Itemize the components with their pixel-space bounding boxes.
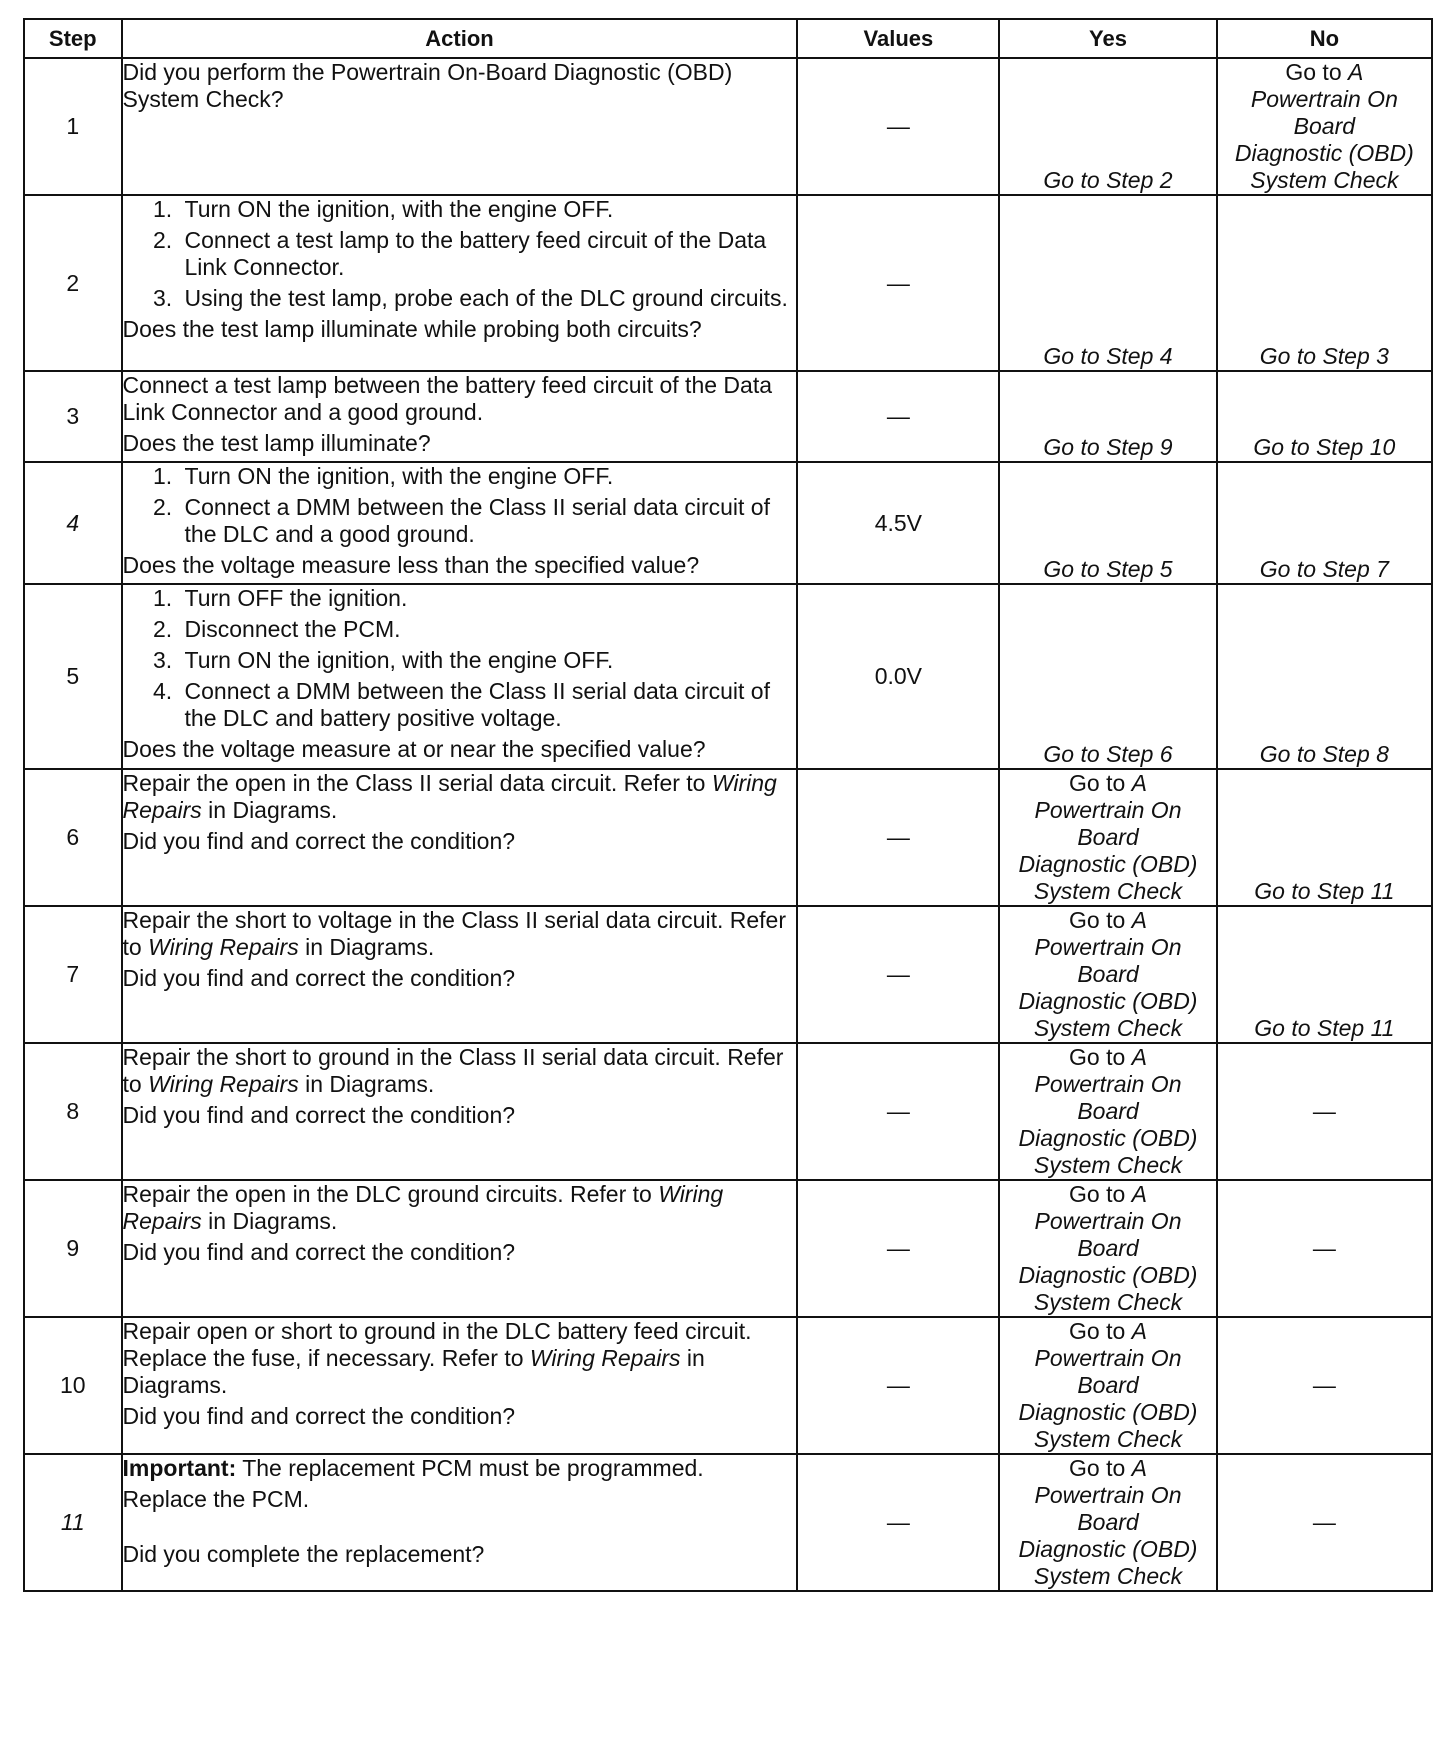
action-step-item: 3. Turn ON the ignition, with the engine OFF.	[179, 647, 797, 674]
action-cell	[122, 1043, 798, 1180]
action-text-pre: Repair the open in the DLC ground circuits. Refer to	[122, 1181, 659, 1207]
ref-line: Powertrain On	[1034, 797, 1182, 823]
table-row	[24, 195, 1432, 371]
action-cell	[122, 769, 798, 906]
value-cell: —	[797, 1043, 999, 1180]
step-number: 10	[24, 1317, 122, 1454]
ref-line: System Check	[1033, 1152, 1183, 1178]
action-text	[123, 1318, 797, 1399]
table-row	[24, 1043, 1432, 1180]
table-row	[24, 1454, 1432, 1591]
ref-line: Powertrain On	[1250, 86, 1398, 112]
action-question: Does the test lamp illuminate?	[122, 430, 431, 456]
ref-line: Board	[1077, 824, 1139, 850]
action-step-item: 1. Turn ON the ignition, with the engine OFF.	[179, 196, 797, 223]
step-number: 2	[24, 195, 122, 371]
ref-line: Diagnostic (OBD)	[1018, 988, 1198, 1014]
table-row	[24, 1317, 1432, 1454]
ref-a: A	[1131, 1181, 1147, 1207]
ref-line: System Check	[1033, 878, 1183, 904]
table-row	[24, 906, 1432, 1043]
action-text-post: in Diagrams.	[201, 797, 338, 823]
ref-line: System Check	[1033, 1015, 1183, 1041]
ref-go-to: Go to	[1069, 1044, 1126, 1070]
table-row	[24, 371, 1432, 462]
ref-a: A	[1131, 770, 1147, 796]
important-label: Important:	[122, 1455, 237, 1481]
action-step-item: 2. Connect a DMM between the Class II serial data circuit of the DLC and a good ground.	[179, 494, 797, 548]
table-row	[24, 584, 1432, 769]
value-cell: —	[797, 371, 999, 462]
yes-cell: Go to Step 2	[999, 58, 1216, 195]
wiring-repairs-reference: Wiring Repairs	[148, 934, 299, 960]
no-cell: —	[1217, 1043, 1432, 1180]
yes-cell: Go to Step 4	[999, 195, 1216, 371]
value-cell: —	[797, 769, 999, 906]
ref-a: A	[1131, 907, 1147, 933]
column-header-step: Step	[24, 19, 122, 58]
column-header-no: No	[1217, 19, 1432, 58]
ref-line: Powertrain On	[1034, 934, 1182, 960]
value-cell: —	[797, 1317, 999, 1454]
table-row	[24, 769, 1432, 906]
action-step-item: 1. Turn OFF the ignition.	[179, 585, 797, 612]
action-cell	[122, 1317, 798, 1454]
column-header-values: Values	[797, 19, 999, 58]
ref-go-to: Go to	[1069, 770, 1126, 796]
action-question: Does the test lamp illuminate while probing both circuits?	[122, 316, 702, 342]
action-question: Does the voltage measure less than the specified value?	[122, 552, 700, 578]
action-question: Did you perform the Powertrain On-Board Diagnostic (OBD) System Check?	[122, 59, 733, 112]
no-cell: Go to Step 10	[1217, 371, 1432, 462]
table-row	[24, 1180, 1432, 1317]
value-cell: —	[797, 1454, 999, 1591]
yes-cell	[999, 1043, 1216, 1180]
action-cell	[122, 58, 798, 195]
wiring-repairs-reference: Wiring Repairs	[122, 770, 777, 823]
ref-line: System Check	[1250, 167, 1399, 193]
action-question: Did you find and correct the condition?	[122, 828, 516, 854]
yes-cell: Go to Step 5	[999, 462, 1216, 584]
no-cell: Go to Step 3	[1217, 195, 1432, 371]
step-number: 11	[24, 1454, 122, 1591]
no-cell: Go to Step 7	[1217, 462, 1432, 584]
yes-cell: Go to Step 9	[999, 371, 1216, 462]
ref-a: A	[1348, 59, 1364, 85]
value-cell: 0.0V	[797, 584, 999, 769]
action-cell	[122, 906, 798, 1043]
value-cell: —	[797, 195, 999, 371]
step-number: 6	[24, 769, 122, 906]
ref-go-to: Go to	[1069, 1455, 1126, 1481]
no-cell: Go to Step 8	[1217, 584, 1432, 769]
ref-go-to: Go to	[1069, 907, 1126, 933]
ref-line: Board	[1077, 1235, 1139, 1261]
action-cell	[122, 584, 798, 769]
ref-line: Diagnostic (OBD)	[1018, 1262, 1198, 1288]
action-question: Does the voltage measure at or near the specified value?	[122, 736, 706, 762]
table-row	[24, 462, 1432, 584]
action-steps	[123, 585, 797, 732]
action-text	[123, 770, 797, 824]
ref-line: System Check	[1033, 1426, 1183, 1452]
action-question: Did you find and correct the condition?	[122, 1102, 516, 1128]
no-cell	[1217, 58, 1432, 195]
action-text	[123, 907, 797, 961]
ref-line: Powertrain On	[1034, 1071, 1182, 1097]
ref-go-to: Go to	[1069, 1318, 1126, 1344]
action-text-post: in Diagrams.	[122, 1345, 705, 1398]
step-number: 7	[24, 906, 122, 1043]
value-cell: —	[797, 1180, 999, 1317]
column-header-yes: Yes	[999, 19, 1216, 58]
action-step-item: 2. Connect a test lamp to the battery feed circuit of the Data Link Connector.	[179, 227, 797, 281]
diagnostic-table	[23, 18, 1433, 1592]
ref-a: A	[1131, 1044, 1147, 1070]
ref-go-to: Go to	[1285, 59, 1342, 85]
no-cell: —	[1217, 1317, 1432, 1454]
ref-line: Diagnostic (OBD)	[1018, 1536, 1198, 1562]
ref-a: A	[1131, 1318, 1147, 1344]
action-text	[123, 1044, 797, 1098]
action-steps	[123, 196, 797, 312]
action-step-item: 1. Turn ON the ignition, with the engine OFF.	[179, 463, 797, 490]
wiring-repairs-reference: Wiring Repairs	[529, 1345, 681, 1371]
action-text-post: in Diagrams.	[298, 934, 435, 960]
action-question: Did you complete the replacement?	[122, 1541, 485, 1567]
action-text-post: in Diagrams.	[201, 1208, 338, 1234]
ref-line: Powertrain On	[1034, 1208, 1182, 1234]
value-cell: —	[797, 906, 999, 1043]
ref-line: Board	[1077, 1509, 1139, 1535]
wiring-repairs-reference: Wiring Repairs	[148, 1071, 299, 1097]
ref-line: Powertrain On	[1034, 1345, 1182, 1371]
ref-line: Board	[1077, 961, 1139, 987]
ref-a: A	[1131, 1455, 1147, 1481]
ref-line: Board	[1293, 113, 1356, 139]
action-question: Did you find and correct the condition?	[122, 1403, 516, 1429]
ref-line: Diagnostic (OBD)	[1018, 851, 1198, 877]
step-number: 1	[24, 58, 122, 195]
yes-cell	[999, 1317, 1216, 1454]
no-cell: Go to Step 11	[1217, 769, 1432, 906]
action-text-pre: Repair the open in the Class II serial data circuit. Refer to	[122, 770, 712, 796]
ref-line: System Check	[1033, 1289, 1183, 1315]
step-number: 5	[24, 584, 122, 769]
step-number: 4	[24, 462, 122, 584]
step-number: 8	[24, 1043, 122, 1180]
action-text-pre: Repair the short to voltage in the Class II serial data circuit. Refer to	[122, 907, 786, 960]
action-text: Connect a test lamp between the battery feed circuit of the Data Link Connector and a good ground.	[122, 372, 772, 425]
no-cell: Go to Step 11	[1217, 906, 1432, 1043]
action-cell	[122, 1180, 798, 1317]
important-text: The replacement PCM must be programmed.	[236, 1455, 704, 1481]
action-question: Did you find and correct the condition?	[122, 1239, 516, 1265]
table-row	[24, 58, 1432, 195]
ref-line: Diagnostic (OBD)	[1234, 140, 1414, 166]
yes-cell: Go to Step 6	[999, 584, 1216, 769]
yes-cell	[999, 1180, 1216, 1317]
ref-line: Board	[1077, 1098, 1139, 1124]
action-step-item: 3. Using the test lamp, probe each of the DLC ground circuits.	[179, 285, 797, 312]
ref-line: Powertrain On	[1034, 1482, 1182, 1508]
yes-cell	[999, 906, 1216, 1043]
wiring-repairs-reference: Wiring Repairs	[122, 1181, 724, 1234]
action-step-item: 2. Disconnect the PCM.	[179, 616, 797, 643]
header-row	[24, 19, 1432, 58]
action-step-item: 4. Connect a DMM between the Class II serial data circuit of the DLC and battery positive voltage.	[179, 678, 797, 732]
action-text: Replace the PCM.	[122, 1486, 310, 1512]
ref-line: Diagnostic (OBD)	[1018, 1125, 1198, 1151]
action-question: Did you find and correct the condition?	[122, 965, 516, 991]
important-note	[123, 1455, 797, 1482]
no-cell: —	[1217, 1454, 1432, 1591]
yes-cell	[999, 769, 1216, 906]
action-steps	[123, 463, 797, 548]
step-number: 9	[24, 1180, 122, 1317]
no-cell: —	[1217, 1180, 1432, 1317]
action-cell	[122, 462, 798, 584]
value-cell: 4.5V	[797, 462, 999, 584]
ref-line: System Check	[1033, 1563, 1183, 1589]
yes-cell	[999, 1454, 1216, 1591]
action-text-pre: Repair the short to ground in the Class II serial data circuit. Refer to	[122, 1044, 784, 1097]
action-text	[123, 1181, 797, 1235]
step-number: 3	[24, 371, 122, 462]
ref-line: Board	[1077, 1372, 1139, 1398]
action-text-pre: Repair open or short to ground in the DLC battery feed circuit. Replace the fuse, if necessary. Refer to	[122, 1318, 752, 1371]
action-cell	[122, 1454, 798, 1591]
column-header-action: Action	[122, 19, 798, 58]
ref-go-to: Go to	[1069, 1181, 1126, 1207]
action-text-post: in Diagrams.	[298, 1071, 435, 1097]
value-cell: —	[797, 58, 999, 195]
action-cell	[122, 371, 798, 462]
action-cell	[122, 195, 798, 371]
ref-line: Diagnostic (OBD)	[1018, 1399, 1198, 1425]
